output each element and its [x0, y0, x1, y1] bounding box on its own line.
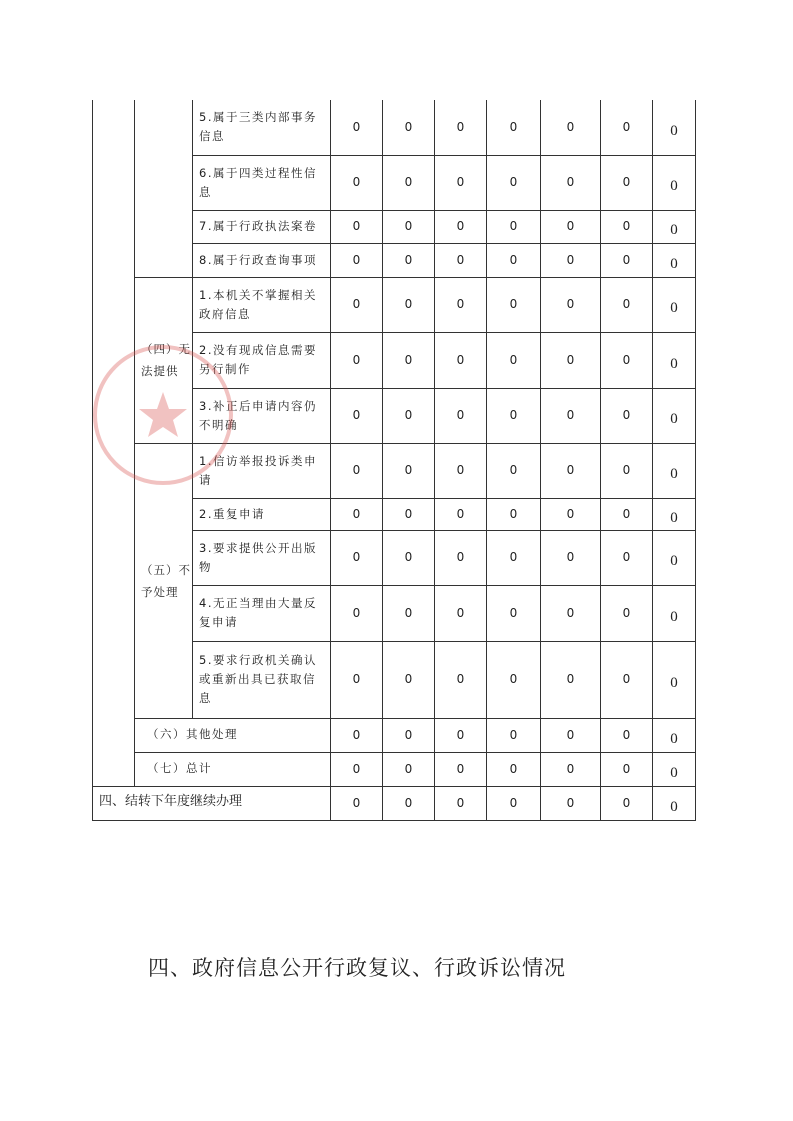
- row-label: 8.属于行政查询事项: [193, 243, 331, 277]
- value-cell: 0: [653, 530, 696, 585]
- value-cell: 0: [383, 332, 435, 388]
- value-cell: 0: [435, 752, 487, 786]
- value-cell: 0: [331, 786, 383, 820]
- value-cell: 0: [435, 243, 487, 277]
- value-cell: 0: [541, 585, 601, 641]
- value-cell: 0: [541, 210, 601, 243]
- value-cell: 0: [435, 585, 487, 641]
- row-label: （六）其他处理: [135, 718, 331, 752]
- value-cell: 0: [435, 100, 487, 155]
- value-cell: 0: [435, 332, 487, 388]
- table-row: [93, 786, 696, 820]
- value-cell: 0: [383, 210, 435, 243]
- value-cell: 0: [487, 388, 541, 443]
- outer-category-cell: [93, 100, 135, 786]
- value-cell: 0: [383, 243, 435, 277]
- row-label: 4.无正当理由大量反复申请: [193, 585, 331, 641]
- value-cell: 0: [653, 388, 696, 443]
- value-cell: 0: [487, 530, 541, 585]
- value-cell: 0: [383, 498, 435, 530]
- row-label: 3.补正后申请内容仍不明确: [193, 388, 331, 443]
- value-cell: 0: [331, 718, 383, 752]
- value-cell: 0: [601, 155, 653, 210]
- value-cell: 0: [435, 388, 487, 443]
- value-cell: 0: [653, 100, 696, 155]
- value-cell: 0: [487, 332, 541, 388]
- value-cell: 0: [331, 388, 383, 443]
- value-cell: 0: [435, 641, 487, 718]
- value-cell: 0: [331, 155, 383, 210]
- value-cell: 0: [383, 155, 435, 210]
- value-cell: 0: [383, 100, 435, 155]
- value-cell: 0: [601, 752, 653, 786]
- row-label: 2.没有现成信息需要另行制作: [193, 332, 331, 388]
- value-cell: 0: [487, 210, 541, 243]
- value-cell: 0: [653, 498, 696, 530]
- group-label: [135, 100, 193, 277]
- value-cell: 0: [383, 585, 435, 641]
- table-row: [93, 277, 696, 332]
- value-cell: 0: [601, 585, 653, 641]
- value-cell: 0: [653, 243, 696, 277]
- row-label: 6.属于四类过程性信息: [193, 155, 331, 210]
- value-cell: 0: [601, 332, 653, 388]
- value-cell: 0: [487, 443, 541, 498]
- value-cell: 0: [487, 585, 541, 641]
- value-cell: 0: [435, 498, 487, 530]
- value-cell: 0: [601, 443, 653, 498]
- value-cell: 0: [383, 388, 435, 443]
- value-cell: 0: [487, 752, 541, 786]
- value-cell: 0: [541, 718, 601, 752]
- row-label: （七）总计: [135, 752, 331, 786]
- value-cell: 0: [653, 332, 696, 388]
- value-cell: 0: [541, 498, 601, 530]
- row-label: 7.属于行政执法案卷: [193, 210, 331, 243]
- value-cell: 0: [331, 100, 383, 155]
- value-cell: 0: [653, 752, 696, 786]
- value-cell: 0: [383, 530, 435, 585]
- value-cell: 0: [487, 100, 541, 155]
- value-cell: 0: [601, 210, 653, 243]
- row-label: 1.本机关不掌握相关政府信息: [193, 277, 331, 332]
- value-cell: 0: [541, 443, 601, 498]
- value-cell: 0: [331, 210, 383, 243]
- section-heading: 四、政府信息公开行政复议、行政诉讼情况: [148, 956, 566, 980]
- value-cell: 0: [331, 585, 383, 641]
- value-cell: 0: [435, 718, 487, 752]
- row-label: 5.属于三类内部事务信息: [193, 100, 331, 155]
- value-cell: 0: [383, 786, 435, 820]
- value-cell: 0: [541, 155, 601, 210]
- value-cell: 0: [541, 388, 601, 443]
- value-cell: 0: [653, 277, 696, 332]
- value-cell: 0: [435, 277, 487, 332]
- value-cell: 0: [435, 443, 487, 498]
- value-cell: 0: [601, 718, 653, 752]
- value-cell: 0: [601, 786, 653, 820]
- value-cell: 0: [487, 277, 541, 332]
- value-cell: 0: [383, 752, 435, 786]
- value-cell: 0: [331, 277, 383, 332]
- value-cell: 0: [541, 786, 601, 820]
- statistics-table: [92, 100, 696, 821]
- value-cell: 0: [541, 530, 601, 585]
- value-cell: 0: [601, 530, 653, 585]
- value-cell: 0: [653, 786, 696, 820]
- value-cell: 0: [383, 718, 435, 752]
- value-cell: 0: [435, 530, 487, 585]
- value-cell: 0: [331, 530, 383, 585]
- value-cell: 0: [487, 718, 541, 752]
- value-cell: 0: [541, 332, 601, 388]
- value-cell: 0: [541, 100, 601, 155]
- table-row: [93, 443, 696, 498]
- value-cell: 0: [383, 641, 435, 718]
- value-cell: 0: [653, 443, 696, 498]
- table-row: [93, 718, 696, 752]
- value-cell: 0: [541, 243, 601, 277]
- row-label: 3.要求提供公开出版物: [193, 530, 331, 585]
- value-cell: 0: [331, 332, 383, 388]
- value-cell: 0: [601, 498, 653, 530]
- row-label: 1.信访举报投诉类申请: [193, 443, 331, 498]
- value-cell: 0: [487, 498, 541, 530]
- table-row: [93, 752, 696, 786]
- value-cell: 0: [331, 243, 383, 277]
- value-cell: 0: [601, 100, 653, 155]
- value-cell: 0: [541, 752, 601, 786]
- group-label: （五）不予处理: [135, 443, 193, 718]
- value-cell: 0: [383, 277, 435, 332]
- value-cell: 0: [653, 718, 696, 752]
- value-cell: 0: [331, 443, 383, 498]
- value-cell: 0: [435, 155, 487, 210]
- value-cell: 0: [653, 155, 696, 210]
- value-cell: 0: [435, 786, 487, 820]
- value-cell: 0: [487, 786, 541, 820]
- value-cell: 0: [601, 243, 653, 277]
- row-label: 2.重复申请: [193, 498, 331, 530]
- row-label: 5.要求行政机关确认或重新出具已获取信息: [193, 641, 331, 718]
- value-cell: 0: [653, 641, 696, 718]
- value-cell: 0: [435, 210, 487, 243]
- value-cell: 0: [331, 641, 383, 718]
- row-label: 四、结转下年度继续办理: [93, 786, 331, 820]
- value-cell: 0: [601, 388, 653, 443]
- value-cell: 0: [601, 277, 653, 332]
- value-cell: 0: [487, 155, 541, 210]
- value-cell: 0: [487, 243, 541, 277]
- value-cell: 0: [541, 277, 601, 332]
- value-cell: 0: [653, 210, 696, 243]
- value-cell: 0: [653, 585, 696, 641]
- value-cell: 0: [601, 641, 653, 718]
- group-label: （四）无法提供: [135, 277, 193, 443]
- table-row: [93, 100, 696, 155]
- value-cell: 0: [383, 443, 435, 498]
- value-cell: 0: [331, 498, 383, 530]
- value-cell: 0: [331, 752, 383, 786]
- value-cell: 0: [541, 641, 601, 718]
- value-cell: 0: [487, 641, 541, 718]
